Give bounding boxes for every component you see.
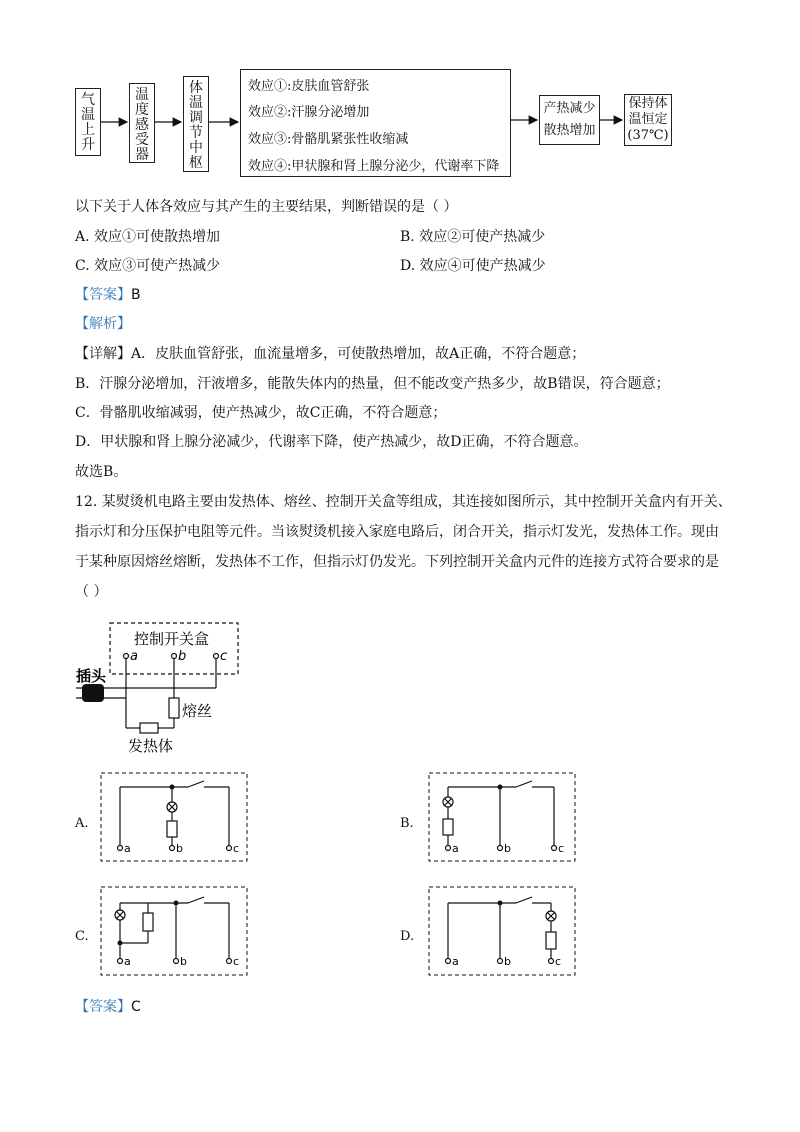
control-box-label: 控制开关盒 xyxy=(134,630,210,648)
q12-answer-line xyxy=(75,997,141,1017)
effect-1: 效应①:皮肤血管舒张 xyxy=(248,79,370,94)
svg-text:b: b xyxy=(504,955,511,968)
plug-body xyxy=(82,684,104,702)
option-b-circuit xyxy=(428,772,578,864)
plug-label: 插头 xyxy=(76,667,107,685)
q12-stem-2: 指示灯和分压保护电阻等元件。当该熨烫机接入家庭电路后，闭合开关，指示灯发光，发热体工作。现由 xyxy=(75,524,719,540)
option-label-a: A. xyxy=(75,816,89,831)
heater xyxy=(140,723,158,733)
detail-tag: 【详解】 xyxy=(75,346,131,362)
option-label-c: C. xyxy=(75,929,89,944)
q12-stem-1: 12. 某熨烫机电路主要由发热体、熔丝、控制开关盒等组成，其连接如图所示，其中控制开关盒内有开关、 xyxy=(75,494,732,510)
heater-label: 发热体 xyxy=(128,737,174,755)
option-c-circuit xyxy=(100,886,250,978)
q12-stem-4: （ ） xyxy=(75,584,108,600)
analysis-tag: 【解析】 xyxy=(75,316,131,332)
q12-answer-tag: 【答案】 xyxy=(75,999,131,1015)
option-d-circuit xyxy=(428,886,578,978)
q12-stem-3: 于某种原因熔丝熔断，发热体不工作，但指示灯仍发光。下列控制开关盒内元件的连接方式符合要求的是 xyxy=(75,554,719,570)
detail-line-2: B．汗腺分泌增加，汗液增多，能散失体内的热量，但不能改变产热多少，故B错误，符合题意； xyxy=(75,376,670,392)
q12-answer-value: C xyxy=(131,999,141,1015)
answer-tag: 【答案】 xyxy=(75,287,131,303)
q11-stem: 以下关于人体各效应与其产生的主要结果，判断错误的是（ ） xyxy=(75,199,458,215)
detail-line-5: 故选B。 xyxy=(75,464,128,480)
svg-text:a: a xyxy=(124,955,131,968)
option-label-d: D. xyxy=(400,929,415,944)
svg-text:b: b xyxy=(176,842,183,855)
flow-box-result: 产热减少 散热增加 xyxy=(539,95,600,145)
fuse-label: 熔丝 xyxy=(182,702,213,720)
svg-text:c: c xyxy=(233,842,240,855)
q11-option-a: A. 效应①可使散热增加 xyxy=(75,229,221,245)
svg-text:a: a xyxy=(452,955,459,968)
svg-text:b: b xyxy=(180,955,187,968)
svg-text:b: b xyxy=(178,649,187,664)
option-label-b: B. xyxy=(400,816,414,831)
option-a-circuit xyxy=(100,772,250,864)
q11-answer-line xyxy=(75,285,141,305)
svg-text:b: b xyxy=(504,842,511,855)
svg-text:c: c xyxy=(233,955,240,968)
effect-2: 效应②:汗腺分泌增加 xyxy=(248,105,370,120)
effect-4: 效应④:甲状腺和肾上腺分泌少，代谢率下降 xyxy=(248,159,500,174)
detail-line-4: D．甲状腺和肾上腺分泌减少，代谢率下降，使产热减少，故D正确，不符合题意。 xyxy=(75,434,588,450)
flow-box-thermoreceptor: 温 度 感 受 器 xyxy=(129,83,155,163)
svg-text:a: a xyxy=(452,842,459,855)
svg-text:a: a xyxy=(130,649,138,664)
svg-text:a: a xyxy=(124,842,131,855)
detail-line-3: C．骨骼肌收缩减弱，使产热减少，故C正确，不符合题意； xyxy=(75,405,447,421)
flow-box-temperature-rise: 气 温 上 升 xyxy=(75,88,101,156)
answer-value: B xyxy=(131,287,141,303)
q11-option-b: B. 效应②可使产热减少 xyxy=(400,229,546,245)
svg-text:c: c xyxy=(558,842,565,855)
flow-box-final: 保持体 温恒定 (37℃) xyxy=(624,94,672,146)
detail-line-1: 【详解】A．皮肤血管舒张，血流量增多，可使散热增加，故A正确，不符合题意； xyxy=(75,346,586,362)
flow-box-thermoregulation-center: 体 温 调 节 中 枢 xyxy=(183,76,209,172)
q11-option-d: D. 效应④可使产热减少 xyxy=(400,258,546,274)
q11-option-c: C. 效应③可使产热减少 xyxy=(75,258,221,274)
fuse xyxy=(169,698,179,718)
effect-3: 效应③:骨骼肌紧张性收缩减 xyxy=(248,132,409,147)
svg-text:c: c xyxy=(220,649,228,664)
flow-arrows xyxy=(0,0,800,190)
main-circuit-figure xyxy=(70,618,250,758)
svg-text:c: c xyxy=(555,955,562,968)
